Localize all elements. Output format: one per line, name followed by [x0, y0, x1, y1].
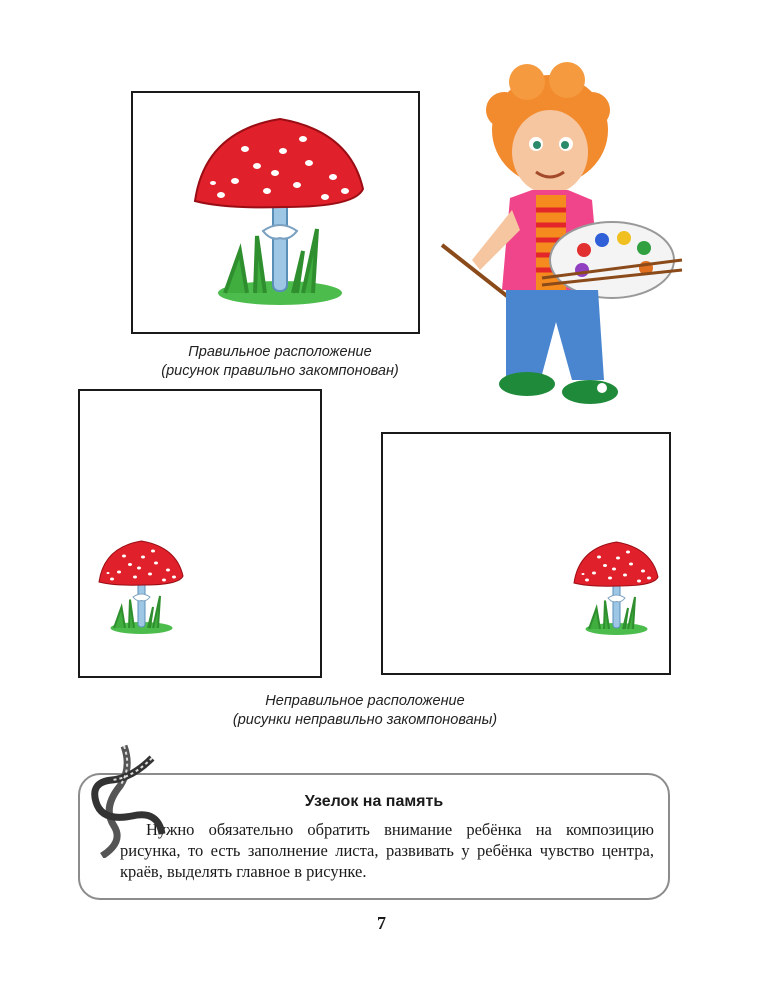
- boy-painter-illustration: [432, 60, 692, 420]
- incorrect-example-frame-left: [78, 389, 322, 678]
- mushroom-illustration: [185, 111, 365, 311]
- correct-example-caption: [120, 343, 440, 381]
- knot-icon: [62, 738, 172, 858]
- mushroom-illustration: [94, 537, 184, 637]
- correct-caption-line1: Правильное расположение: [188, 344, 372, 360]
- memo-text: Нужно обязательно обратить внимание ребёнка на композицию рисунка, то есть заполнение листа, развивать у ребёнка чувство центра, краёв, выделять главное в рисунке.: [120, 820, 654, 881]
- incorrect-caption-line1: Неправильное расположение: [265, 693, 465, 709]
- mushroom-illustration: [569, 538, 659, 638]
- correct-caption-line2: (рисунок правильно закомпонован): [161, 363, 399, 379]
- incorrect-example-frame-right: [381, 432, 671, 675]
- incorrect-caption-line2: (рисунки неправильно закомпонованы): [232, 712, 498, 728]
- correct-example-frame: [131, 91, 420, 334]
- memo-title: Узелок на память: [304, 793, 444, 810]
- incorrect-example-caption: [195, 692, 535, 730]
- page-number: 7: [377, 913, 386, 933]
